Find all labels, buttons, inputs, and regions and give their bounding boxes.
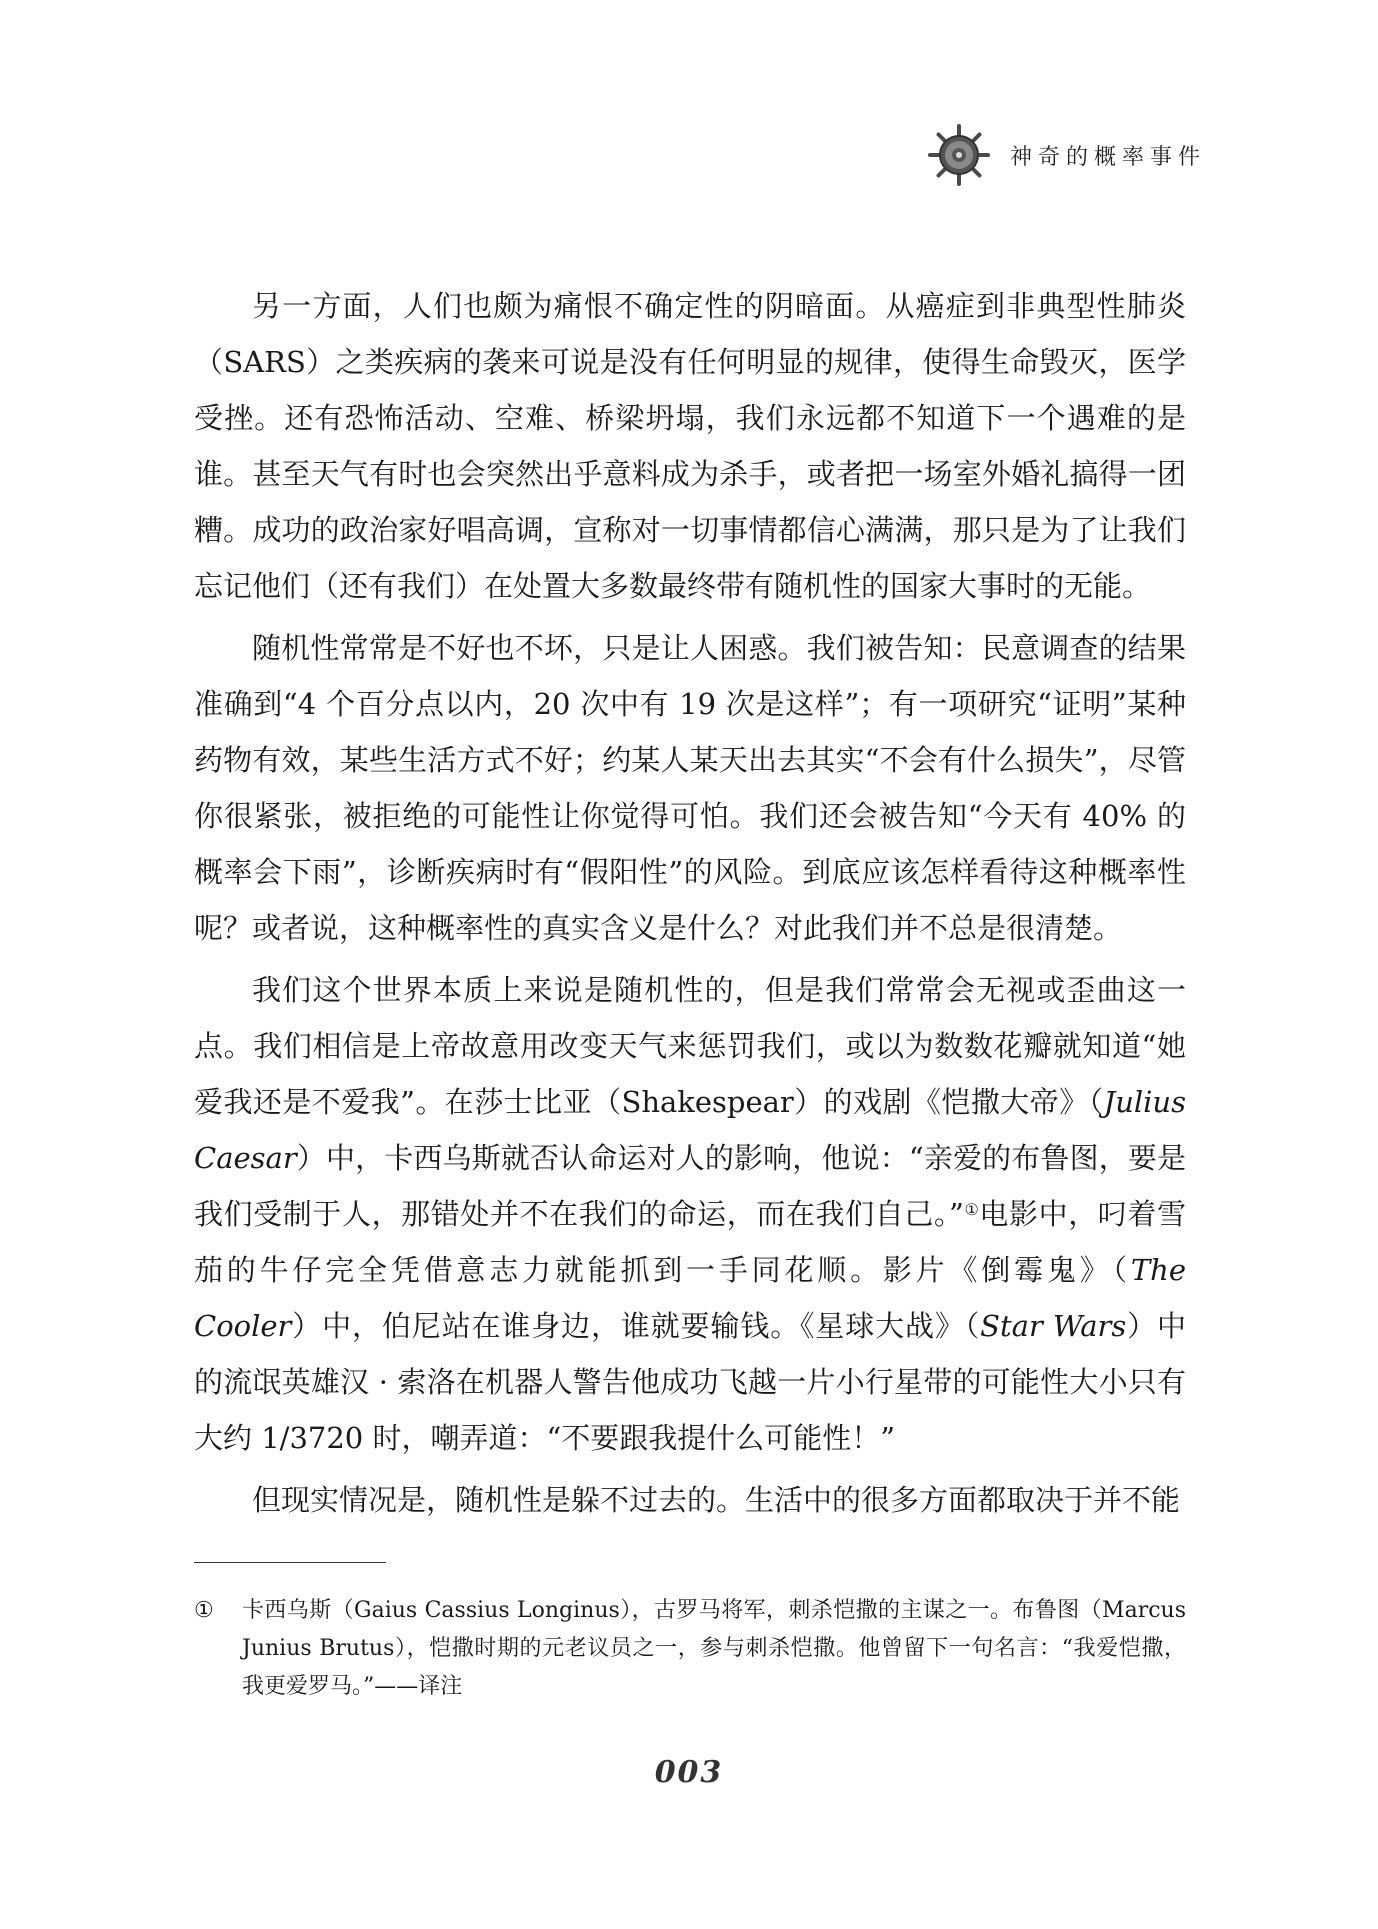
page-number: 003 xyxy=(654,1755,724,1790)
footnote xyxy=(194,1592,1186,1706)
footnote-divider xyxy=(194,1562,386,1563)
paragraph-3-part-1: 我们这个世界本质上来说是随机性的，但是我们常常会无视或歪曲这一点。我们相信是上帝故意用改变天气来惩罚我们，或以为数数花瓣就知道“她爱我还是不爱我”。在莎士比亚（Shakespear）的戏剧《恺撒大帝》（ xyxy=(194,973,1186,1119)
header-title: 神奇的概率事件 xyxy=(1010,145,1207,170)
footnote-reference[interactable]: ① xyxy=(963,1200,980,1219)
paragraph-2: 随机性常常是不好也不坏，只是让人困惑。我们被告知：民意调查的结果准确到“4 个百分点以内，20 次中有 19 次是这样”；有一项研究“证明”某种药物有效，某些生活方式不好；约某人某天出去其实“不会有什么损失”，尽管你很紧张，被拒绝的可能性让你觉得可怕。我们还会被告知“今天有 40% 的概率会下雨”，诊断疾病时有“假阳性”的风险。到底应该怎样看待这种概率性呢？或者说，这种概率性的真实含义是什么？对此我们并不总是很清楚。 xyxy=(194,631,1186,945)
paragraph-3-part-3: 电影中，叼着雪茄的牛仔完全凭借意志力就能抓到一手同花顺。影片《倒霉鬼》（ xyxy=(194,1197,1187,1287)
title-the-cooler: The Cooler xyxy=(194,1253,1186,1343)
body-text xyxy=(194,278,1186,1528)
paragraph-3 xyxy=(194,962,1186,1466)
paragraph-3-part-4: ）中，伯尼站在谁身边，谁就要输钱。《星球大战》（ xyxy=(291,1309,981,1343)
paragraph-4: 但现实情况是，随机性是躲不过去的。生活中的很多方面都取决于并不能 xyxy=(252,1483,1181,1517)
paragraph-3-part-2: ）中，卡西乌斯就否认命运对人的影响，他说：“亲爱的布鲁图，要是我们受制于人，那错处并不在我们的命运，而在我们自己。” xyxy=(194,1141,1186,1231)
ship-wheel-icon xyxy=(928,124,990,186)
running-header xyxy=(928,122,1218,188)
footnote-mark: ① xyxy=(194,1598,214,1623)
paragraph-1: 另一方面，人们也颇为痛恨不确定性的阴暗面。从癌症到非典型性肺炎（SARS）之类疾病的袭来可说是没有任何明显的规律，使得生命毁灭，医学受挫。还有恐怖活动、空难、桥梁坍塌，我们永远都不知道下一个遇难的是谁。甚至天气有时也会突然出乎意料成为杀手，或者把一场室外婚礼搞得一团糟。成功的政治家好唱高调，宣称对一切事情都信心满满，那只是为了让我们忘记他们（还有我们）在处置大多数最终带有随机性的国家大事时的无能。 xyxy=(194,289,1186,603)
footnote-text: 卡西乌斯（Gaius Cassius Longinus），古罗马将军，刺杀恺撒的主谋之一。布鲁图（Marcus Junius Brutus），恺撒时期的元老议员之一，参与刺杀恺撒。他曾留下一句名言：“我爱恺撒，我更爱罗马。”——译注 xyxy=(242,1598,1186,1699)
paragraph-3-part-5: ）中的流氓英雄汉 · 索洛在机器人警告他成功飞越一片小行星带的可能性大小只有大约 1/3720 时，嘲弄道：“不要跟我提什么可能性！” xyxy=(194,1309,1186,1455)
title-julius-caesar: Julius Caesar xyxy=(194,1085,1186,1175)
title-star-wars: Star Wars xyxy=(980,1309,1127,1343)
